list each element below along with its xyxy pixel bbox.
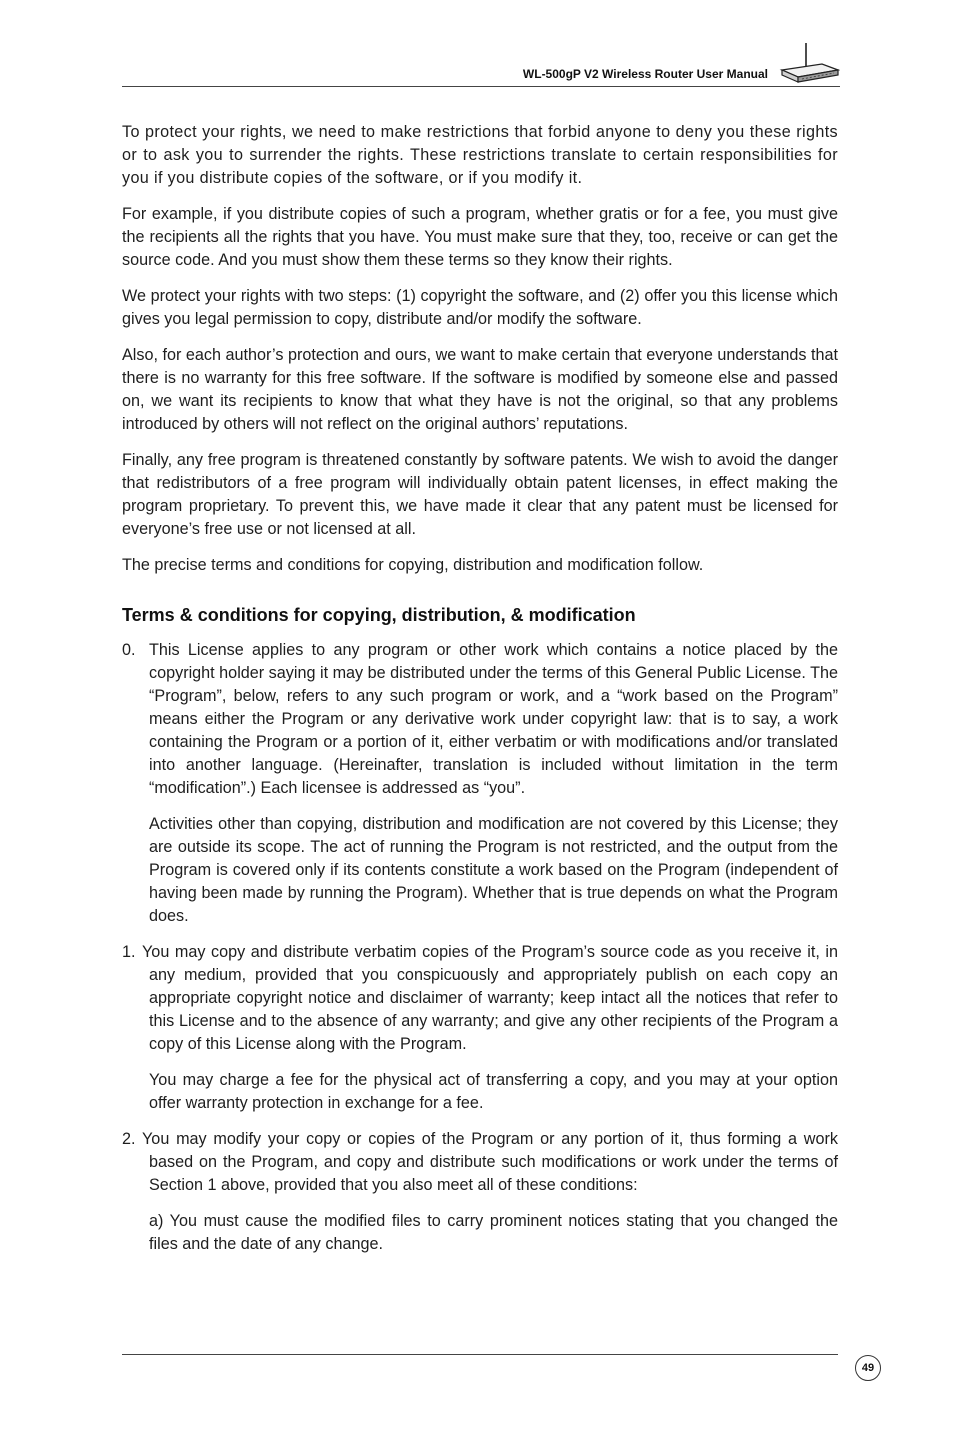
list-item-text: This License applies to any program or other work which contains a notice placed by the copyright holder saying it may be distributed under the terms of this General Public License. The “Program”, below, refers to any such program or work, and a “work based on the Program” means either the Program or any derivative work under copyright law: that is to say, a work containing the Program or a portion of it, either verbatim or with modifications and/or translated into another language. (Hereinafter, translation is included without limitation in the term “modification”.) Each licensee is addressed as “you”. xyxy=(149,641,838,797)
page-number: 49 xyxy=(855,1355,881,1381)
header-divider xyxy=(122,86,840,87)
list-item-text: You may copy and distribute verbatim copies of the Program’s source code as you receive it, in any medium, provided that you conspicuously and appropriately publish on each copy an appropriate copyright notice and disclaimer of warranty; keep intact all the notices that refer to this License and to the absence of any warranty; and give any other recipients of the Program a copy of this License along with the Program. xyxy=(142,943,838,1053)
list-item-number: 0. xyxy=(122,641,136,659)
manual-title: WL-500gP V2 Wireless Router User Manual xyxy=(522,67,768,81)
list-item-number: 2. xyxy=(122,1130,136,1148)
list-item-number: 1. xyxy=(122,943,136,961)
paragraph: Finally, any free program is threatened constantly by software patents. We wish to avoid the danger that redistributors of a free program will individually obtain patent licenses, in effect making the program proprietary. To prevent this, we have made it clear that any patent must be licensed for everyone’s free use or not licensed at all. xyxy=(122,451,838,538)
document-body xyxy=(122,121,838,1269)
list-item-text: You may modify your copy or copies of the Program or any portion of it, thus forming a work based on the Program, and copy and distribute such modifications or work under the terms of Section 1 above, provided that you also meet all of these conditions: xyxy=(142,1130,838,1194)
paragraph: To protect your rights, we need to make restrictions that forbid anyone to deny you these rights or to ask you to surrender the rights. These restrictions translate to certain responsibilities for you if you distribute copies of the software, or if you modify it. xyxy=(122,123,838,187)
paragraph: We protect your rights with two steps: (1) copyright the software, and (2) offer you this license which gives you legal permission to copy, distribute and/or modify the software. xyxy=(122,287,838,328)
paragraph: The precise terms and conditions for copying, distribution and modification follow. xyxy=(122,556,704,574)
list-item-subparagraph: You may charge a fee for the physical act of transferring a copy, and you may at your option offer warranty protection in exchange for a fee. xyxy=(149,1071,838,1112)
list-item xyxy=(122,1128,838,1197)
section-heading: Terms & conditions for copying, distribution, & modification xyxy=(122,605,636,625)
list-item xyxy=(122,941,838,1056)
paragraph: Also, for each author’s protection and ours, we want to make certain that everyone understands that there is no warranty for this free software. If the software is modified by someone else and passed on, we want its recipients to know that what they have is not the original, so that any problems introduced by others will not reflect on the original authors’ reputations. xyxy=(122,346,838,433)
footer-divider xyxy=(122,1354,838,1355)
page-header xyxy=(122,40,840,88)
wireless-router-icon xyxy=(778,40,840,88)
list-item-subparagraph: Activities other than copying, distribution and modification are not covered by this License; they are outside its scope. The act of running the Program is not restricted, and the output from the Program is covered only if its contents constitute a work based on the Program (independent of having been made by running the Program). Whether that is true depends on what the Program does. xyxy=(149,815,838,925)
list-item-subparagraph: a) You must cause the modified files to carry prominent notices stating that you changed the files and the date of any change. xyxy=(149,1212,838,1253)
list-item xyxy=(122,639,838,800)
paragraph: For example, if you distribute copies of such a program, whether gratis or for a fee, you must give the recipients all the rights that you have. You must make sure that they, too, receive or can get the source code. And you must show them these terms so they know their rights. xyxy=(122,205,838,269)
